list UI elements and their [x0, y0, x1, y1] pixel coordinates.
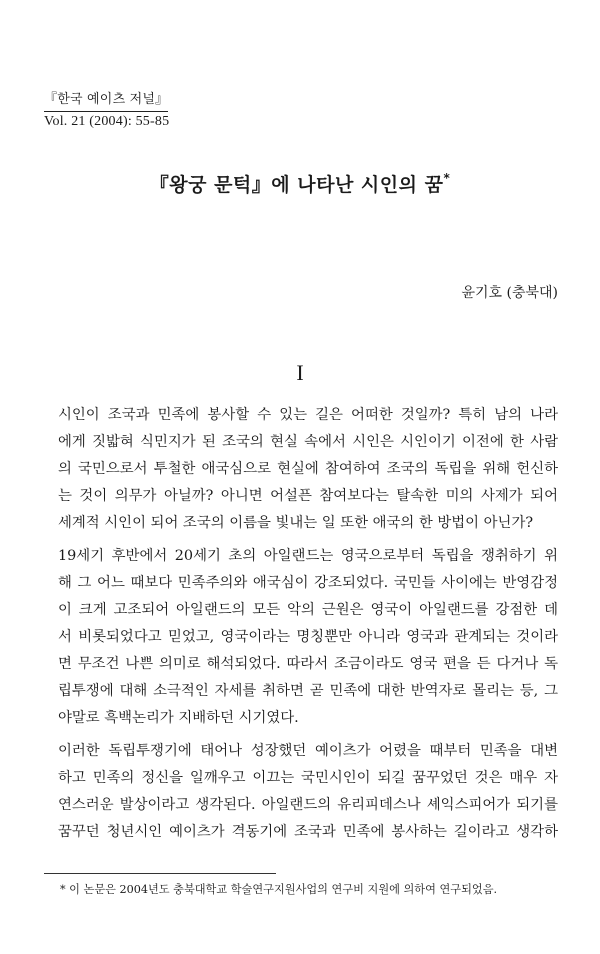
text-line: 서 비롯되었다고 믿었고, 영국이라는 명칭뿐만 아니라 영국과 관계되는 것이라 [58, 629, 558, 645]
article-body [44, 402, 558, 846]
volume-info: Vol. 21 (2004): 55-85 [44, 114, 170, 129]
text-line: 는 것이 의무가 아닐까? 아니면 어설픈 참여보다는 탈속한 미의 사제가 되어 [58, 488, 558, 504]
journal-header [44, 90, 169, 132]
text-line: 에게 짓밟혀 식민지가 된 조국의 현실 속에서 시인은 시인이기 이전에 한 사람 [58, 434, 558, 450]
text-line: 세계적 시인이 되어 조국의 이름을 빛내는 일 또한 애국의 한 방법이 아닌가? [58, 515, 534, 531]
text-line: 의 국민으로서 투철한 애국심으로 현실에 참여하여 조국의 독립을 위해 헌신하 [58, 461, 558, 477]
text-line: 이 크게 고조되어 아일랜드의 모든 악의 근원은 영국이 아일랜드를 강점한 데 [58, 602, 558, 618]
text-line: 야말로 흑백논리가 지배하던 시기였다. [58, 710, 299, 726]
footnote: * 이 논문은 2004년도 충북대학교 학술연구지원사업의 연구비 지원에 의하여 연구되었음. [60, 883, 498, 896]
text-line: 연스러운 발상이라고 생각된다. 아일랜드의 유리피데스나 셰익스피어가 되기를 [58, 797, 558, 813]
paragraph-3 [44, 738, 558, 846]
text-line: 립투쟁에 대해 소극적인 자세를 취하면 곧 민족에 대한 반역자로 몰리는 등, 그 [58, 683, 558, 699]
text-line: 시인이 조국과 민족에 봉사할 수 있는 길은 어떠한 것일까? 특히 남의 나라 [58, 407, 558, 423]
journal-name: 『한국 예이츠 저널』 [44, 90, 168, 112]
paragraph-1 [44, 402, 558, 537]
text-line: 꿈꾸던 청년시인 예이츠가 격동기에 조국과 민족에 봉사하는 길이라고 생각하 [58, 824, 558, 840]
paragraph-2 [44, 543, 558, 732]
article-title [0, 170, 600, 197]
text-line: 면 무조건 나쁜 의미로 해석되었다. 따라서 조금이라도 영국 편을 든 다거나 독 [58, 656, 558, 672]
article-title-text: 『왕궁 문턱』에 나타난 시인의 꿈 [149, 174, 444, 196]
footnote-marker: * [443, 170, 451, 185]
text-line: 이러한 독립투쟁기에 태어나 성장했던 예이츠가 어렸을 때부터 민족을 대변 [58, 743, 558, 759]
author-affiliation: 윤기호 (충북대) [461, 285, 558, 301]
text-line: 하고 민족의 정신을 일깨우고 이끄는 국민시인이 되길 꿈꾸었던 것은 매우 자 [58, 770, 558, 786]
section-number: I [296, 360, 304, 385]
text-line: 해 그 어느 때보다 민족주의와 애국심이 강조되었다. 국민들 사이에는 반영감정 [58, 575, 558, 591]
footnote-divider [44, 873, 276, 874]
text-line: 19세기 후반에서 20세기 초의 아일랜드는 영국으로부터 독립을 쟁취하기 위 [58, 548, 558, 564]
